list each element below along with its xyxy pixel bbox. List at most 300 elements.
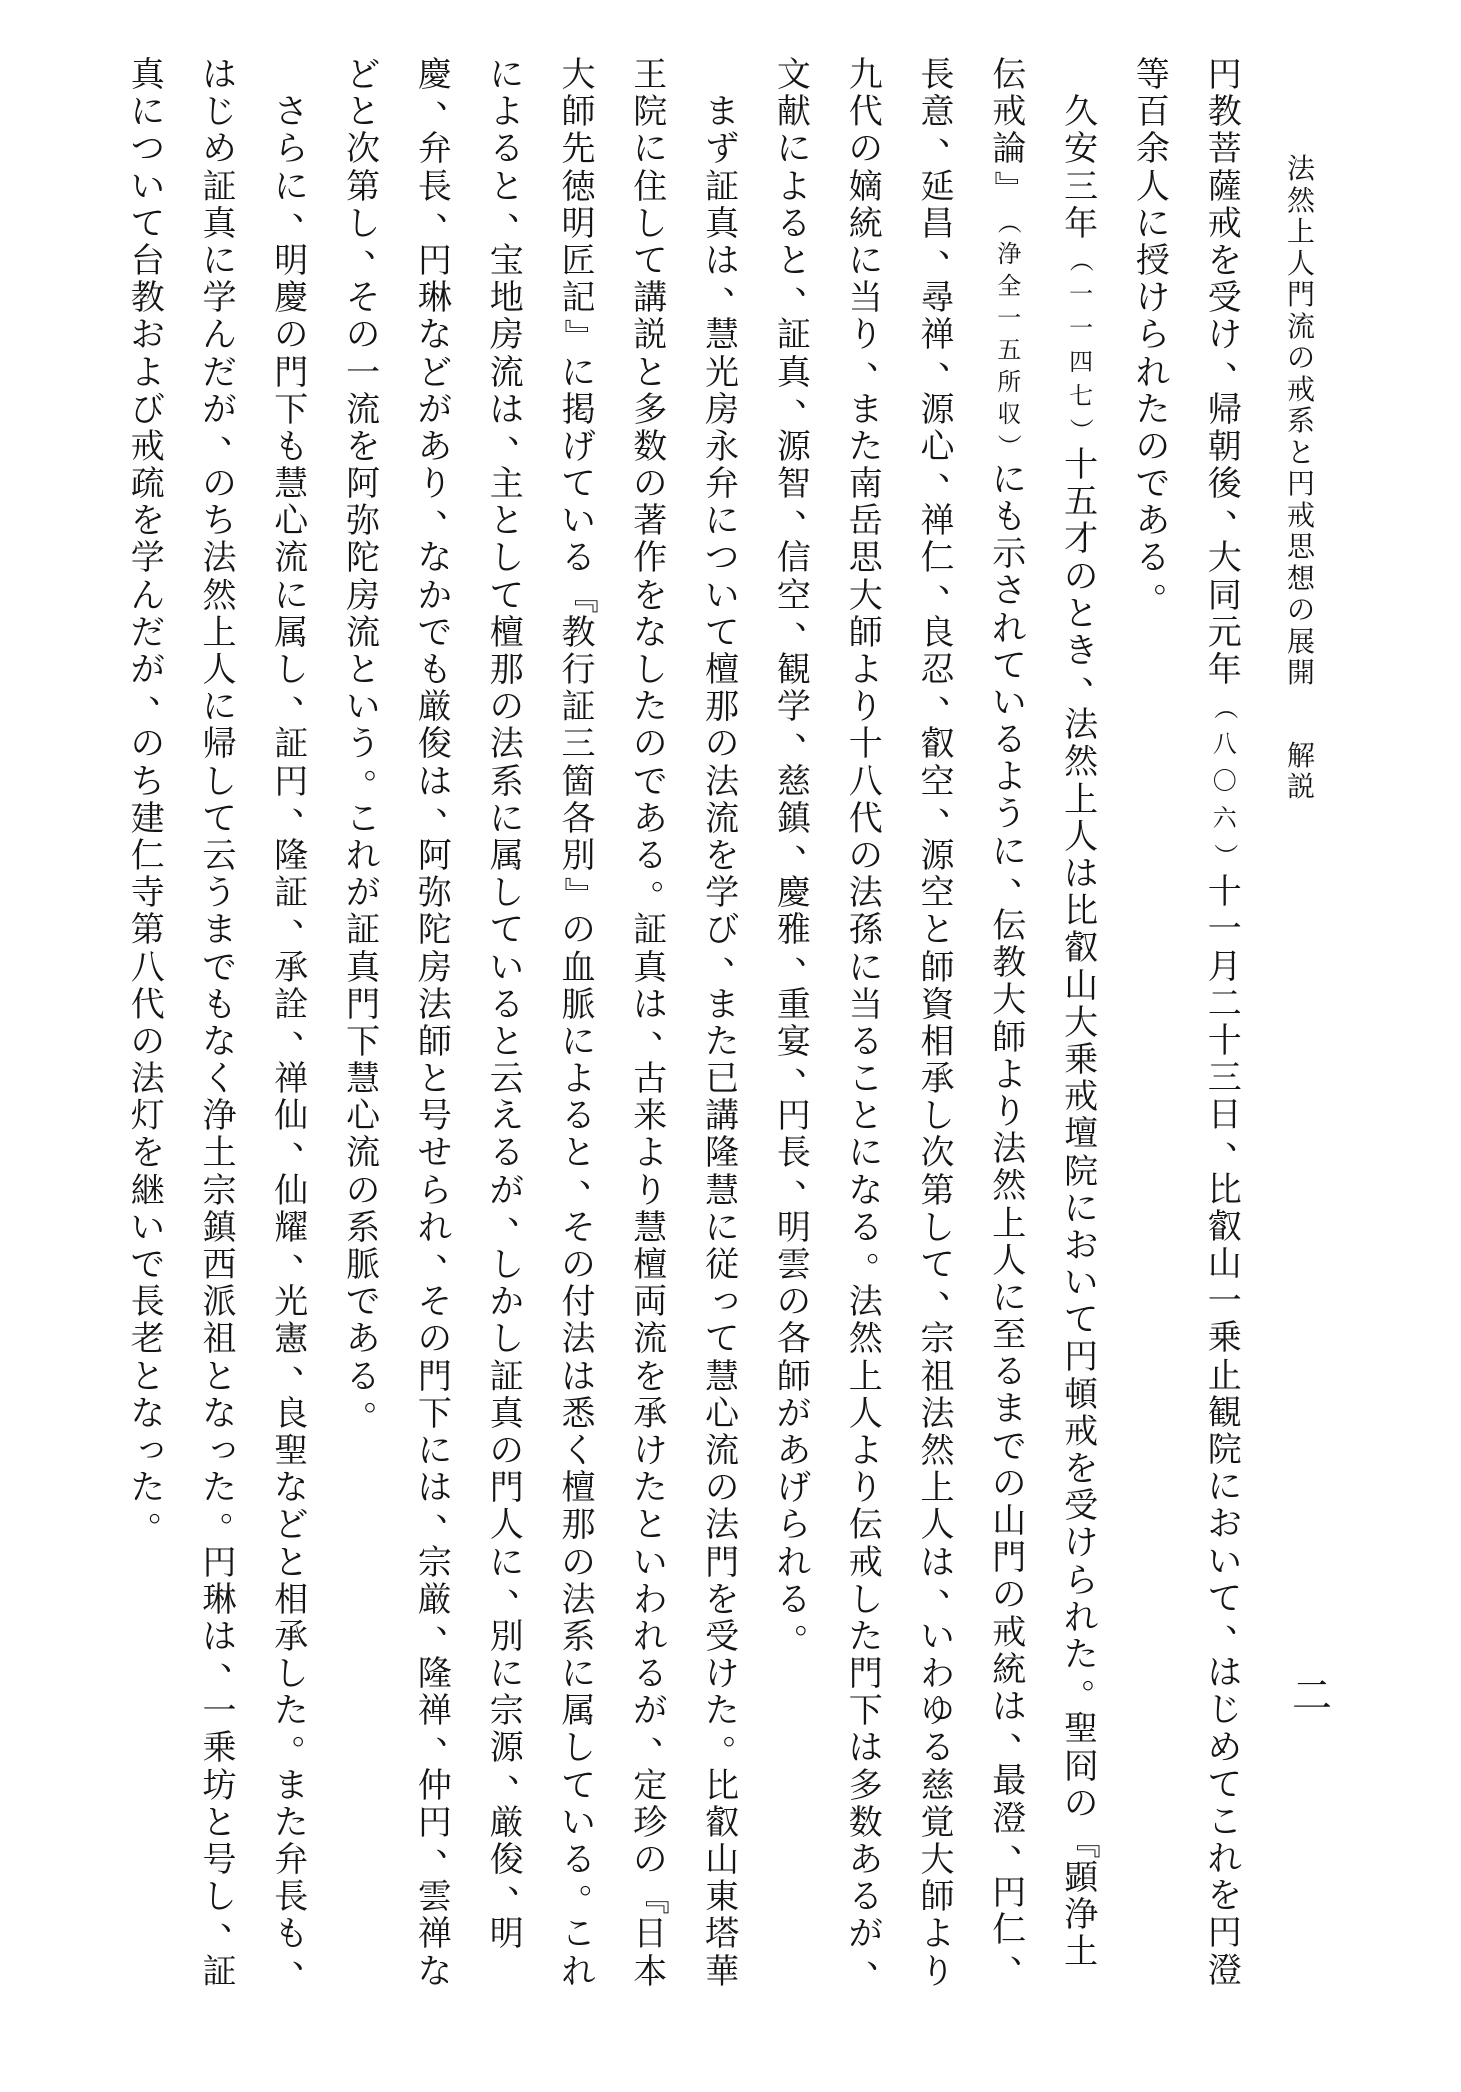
- glyph: も: [274, 426, 309, 467]
- glyph: 止: [1207, 1355, 1242, 1396]
- glyph: も: [274, 1914, 309, 1955]
- glyph: 隆: [417, 1654, 452, 1695]
- glyph: 祖: [202, 1319, 237, 1360]
- glyph: 師: [920, 947, 955, 988]
- glyph: れ: [992, 608, 1027, 649]
- glyph: 各: [776, 1319, 811, 1360]
- glyph: 大: [561, 55, 596, 95]
- glyph: 空: [920, 761, 955, 802]
- glyph: ま: [705, 92, 740, 133]
- glyph: 、: [579, 1155, 614, 1196]
- glyph: め: [202, 129, 237, 170]
- glyph: な: [417, 1951, 452, 1992]
- glyph: 、: [435, 76, 470, 117]
- glyph: 数: [633, 426, 668, 467]
- glyph: 七: [1069, 381, 1094, 410]
- glyph: 本: [633, 1951, 668, 1992]
- glyph: 仙: [274, 1096, 309, 1137]
- glyph: め: [1207, 1727, 1242, 1768]
- glyph: た: [130, 1468, 165, 1509]
- glyph: 覚: [920, 1802, 955, 1843]
- glyph: わ: [633, 1579, 668, 1620]
- glyph: 禅: [920, 501, 955, 542]
- glyph: の: [561, 910, 596, 951]
- glyph: あ: [776, 1430, 811, 1471]
- glyph: 鎮: [202, 1207, 237, 1248]
- glyph: り: [417, 464, 452, 505]
- glyph: 已: [705, 1059, 740, 1100]
- glyph: 、: [291, 671, 326, 712]
- glyph: る: [489, 984, 524, 1025]
- glyph: 属: [274, 612, 309, 653]
- glyph: 耀: [274, 1207, 309, 1248]
- glyph: と: [1286, 435, 1315, 469]
- glyph: 建: [130, 798, 165, 839]
- glyph: 流: [489, 352, 524, 393]
- glyph: 統: [848, 203, 883, 244]
- glyph: 受: [1064, 1486, 1099, 1527]
- glyph: 慧: [705, 1170, 740, 1211]
- glyph: し: [633, 650, 668, 690]
- glyph: 上: [202, 612, 237, 653]
- glyph: 教: [130, 278, 165, 319]
- glyph: を: [705, 1579, 740, 1620]
- glyph: 一: [1207, 909, 1242, 950]
- glyph: 八: [848, 761, 883, 802]
- glyph: 法: [130, 1059, 165, 1100]
- column-13-text: [333, 55, 398, 1433]
- glyph: 門: [489, 1468, 524, 1509]
- glyph: 記: [561, 278, 596, 319]
- glyph: に: [776, 129, 811, 170]
- glyph: と: [130, 1356, 165, 1397]
- glyph: 。: [363, 746, 398, 787]
- glyph: 、: [1009, 1820, 1044, 1861]
- glyph: 血: [561, 947, 596, 988]
- glyph: 講: [705, 1096, 740, 1137]
- glyph: に: [202, 687, 237, 728]
- glyph: 、: [435, 485, 470, 526]
- glyph: 余: [1135, 129, 1170, 170]
- glyph: り: [848, 1468, 883, 1509]
- glyph: な: [633, 612, 668, 653]
- glyph: し: [561, 1728, 596, 1769]
- glyph: 門: [274, 352, 309, 393]
- glyph: 論: [992, 129, 1027, 170]
- glyph: 上: [848, 1356, 883, 1397]
- glyph: 、: [291, 895, 326, 936]
- glyph: 脈: [346, 1245, 381, 1285]
- glyph: 、: [363, 225, 398, 266]
- glyph: 空: [920, 873, 955, 914]
- glyph: 思: [848, 538, 883, 579]
- glyph: の: [705, 1468, 740, 1509]
- glyph: 房: [417, 947, 452, 988]
- glyph: 受: [1207, 278, 1242, 319]
- glyph: 文: [776, 55, 811, 95]
- glyph: 両: [633, 1282, 668, 1323]
- glyph: し: [202, 1877, 237, 1918]
- glyph: 受: [705, 1616, 740, 1657]
- glyph: な: [130, 1393, 165, 1434]
- glyph: 下: [346, 1021, 381, 1062]
- glyph: な: [417, 315, 452, 356]
- glyph: 思: [1286, 530, 1315, 563]
- glyph: ら: [1135, 315, 1170, 356]
- glyph: 詮: [274, 984, 309, 1025]
- glyph: 流: [633, 1319, 668, 1360]
- glyph: に: [274, 166, 309, 207]
- glyph: 、: [650, 1713, 685, 1754]
- glyph: 仁: [920, 538, 955, 579]
- glyph: も: [202, 984, 237, 1025]
- glyph: 弁: [274, 1840, 309, 1880]
- glyph: 源: [776, 426, 811, 467]
- glyph: 第: [920, 1170, 955, 1211]
- glyph: 尋: [920, 278, 955, 319]
- glyph: 山: [1207, 1244, 1242, 1285]
- glyph: と: [346, 650, 381, 690]
- glyph: の: [417, 1319, 452, 1360]
- glyph: 重: [776, 984, 811, 1025]
- glyph: 同: [1207, 575, 1242, 616]
- glyph: の: [776, 1282, 811, 1323]
- glyph: 、: [148, 671, 183, 712]
- running-head-section: [1271, 740, 1331, 803]
- glyph: 、: [291, 1229, 326, 1270]
- glyph: 戒: [1286, 498, 1315, 532]
- glyph: た: [705, 1691, 740, 1732]
- glyph: 。: [363, 1378, 398, 1419]
- glyph: を: [346, 426, 381, 467]
- glyph: で: [346, 1282, 381, 1323]
- glyph: ど: [346, 55, 381, 95]
- glyph: と: [776, 240, 811, 281]
- glyph: 法: [561, 1579, 596, 1620]
- glyph: 心: [274, 501, 309, 542]
- glyph: 示: [992, 534, 1027, 575]
- glyph: と: [1064, 593, 1099, 634]
- glyph: か: [417, 575, 452, 616]
- glyph: と: [202, 1802, 237, 1843]
- glyph: 百: [1135, 92, 1170, 133]
- glyph: 、: [794, 932, 829, 973]
- glyph: は: [705, 240, 740, 281]
- glyph: の: [202, 464, 237, 505]
- glyph: 』: [559, 318, 600, 353]
- glyph: 、: [1225, 485, 1260, 526]
- glyph: 人: [489, 1505, 524, 1546]
- glyph: 師: [776, 1356, 811, 1397]
- glyph: ゆ: [920, 1691, 955, 1732]
- glyph: 、: [507, 411, 542, 452]
- glyph: 継: [130, 1170, 165, 1211]
- glyph: り: [633, 1170, 668, 1211]
- glyph: ち: [202, 501, 237, 542]
- glyph: げ: [561, 426, 596, 467]
- glyph: え: [489, 1096, 524, 1137]
- glyph: 後: [1207, 464, 1242, 505]
- glyph: 信: [776, 538, 811, 579]
- glyph: 、: [435, 1229, 470, 1270]
- glyph: 檀: [705, 650, 740, 690]
- glyph: る: [561, 1096, 596, 1137]
- glyph: た: [848, 1616, 883, 1657]
- glyph: 日: [1207, 1095, 1242, 1136]
- text-column-15: [190, 55, 255, 2002]
- glyph: た: [633, 1468, 668, 1509]
- glyph: る: [561, 1840, 596, 1880]
- glyph: 下: [417, 1393, 452, 1434]
- glyph: よ: [992, 1054, 1027, 1095]
- glyph: 老: [130, 1319, 165, 1360]
- glyph: よ: [633, 1133, 668, 1174]
- glyph: 各: [561, 798, 596, 839]
- glyph: 延: [920, 166, 955, 207]
- glyph: の: [1064, 1783, 1099, 1824]
- glyph: 、: [794, 374, 829, 415]
- glyph: 悉: [561, 1393, 596, 1434]
- glyph: 一: [1207, 1281, 1242, 1322]
- glyph: 別: [489, 1616, 524, 1657]
- glyph: 、: [938, 337, 973, 378]
- glyph: ず: [705, 129, 740, 170]
- column-3-annotation: [1051, 243, 1111, 447]
- glyph: 系: [1286, 404, 1315, 437]
- glyph: 叡: [920, 724, 955, 765]
- glyph: の: [130, 724, 165, 765]
- glyph: を: [705, 835, 740, 876]
- glyph: 光: [274, 1282, 309, 1323]
- glyph: 人: [920, 1505, 955, 1546]
- glyph: 師: [561, 92, 596, 133]
- glyph: っ: [709, 1278, 744, 1319]
- text-column-13: [333, 55, 398, 2002]
- glyph: で: [202, 947, 237, 988]
- glyph: 房: [705, 389, 740, 430]
- column-8-text: [692, 92, 757, 1992]
- glyph: 、: [435, 1824, 470, 1865]
- glyph: 数: [848, 1802, 883, 1843]
- glyph: で: [130, 1245, 165, 1285]
- glyph: 流: [346, 612, 381, 653]
- glyph: の: [489, 687, 524, 728]
- glyph: と: [202, 1356, 237, 1397]
- glyph: 珍: [633, 1802, 668, 1843]
- glyph: 比: [1064, 891, 1099, 932]
- glyph: 上: [1064, 779, 1099, 820]
- glyph: 、: [291, 783, 326, 824]
- glyph: は: [202, 1616, 237, 1657]
- glyph: な: [274, 1468, 309, 1509]
- glyph: 観: [776, 650, 811, 690]
- glyph: れ: [776, 1542, 811, 1583]
- column-1-text: [1195, 55, 1260, 690]
- glyph: い: [920, 1616, 955, 1657]
- glyph: て: [202, 798, 237, 839]
- glyph: 三: [1207, 1058, 1242, 1099]
- glyph: 、: [794, 820, 829, 861]
- glyph: お: [1064, 1225, 1099, 1266]
- glyph: 陀: [417, 910, 452, 951]
- glyph: と: [274, 1542, 309, 1583]
- glyph: 円: [992, 1872, 1027, 1913]
- glyph: 円: [1207, 1913, 1242, 1954]
- glyph: 十: [1207, 872, 1242, 913]
- glyph: を: [1064, 1449, 1099, 1489]
- glyph: 流: [346, 1133, 381, 1174]
- glyph: 心: [705, 1393, 740, 1434]
- glyph: を: [130, 1133, 165, 1174]
- glyph: 日: [633, 1914, 668, 1955]
- glyph: 土: [202, 1133, 237, 1174]
- glyph: と: [848, 1096, 883, 1137]
- glyph: 宗: [202, 1170, 237, 1211]
- glyph: 澄: [992, 1798, 1027, 1839]
- glyph: 戒: [848, 1542, 883, 1583]
- glyph: よ: [776, 166, 811, 207]
- glyph: 所: [997, 367, 1022, 396]
- glyph: 開: [1286, 656, 1315, 689]
- glyph: る: [848, 1877, 883, 1918]
- glyph: 帰: [1207, 389, 1242, 430]
- glyph: て: [489, 575, 524, 616]
- glyph: 証: [346, 910, 381, 951]
- glyph: 戒: [1064, 1411, 1099, 1452]
- glyph: 大: [1207, 538, 1242, 579]
- glyph: 菩: [1207, 129, 1242, 170]
- glyph: 師: [992, 1017, 1027, 1058]
- column-11-text: [477, 55, 542, 1955]
- glyph: 法: [705, 1505, 740, 1546]
- glyph: 、: [220, 1899, 255, 1940]
- column-6-text: [836, 55, 901, 1991]
- glyph: 脈: [561, 984, 596, 1025]
- glyph: 第: [346, 166, 381, 207]
- glyph: 九: [848, 55, 883, 95]
- glyph: 、: [794, 597, 829, 638]
- glyph: い: [1207, 1541, 1242, 1582]
- glyph: の: [633, 724, 668, 765]
- glyph: の: [274, 315, 309, 356]
- glyph: 源: [489, 1728, 524, 1769]
- glyph: き: [1064, 630, 1099, 671]
- glyph: 八: [1212, 730, 1237, 759]
- glyph: つ: [130, 129, 165, 170]
- glyph: 、: [220, 411, 255, 452]
- glyph: 六: [1212, 804, 1237, 833]
- glyph: 学: [202, 278, 237, 319]
- glyph: 、: [291, 1006, 326, 1047]
- glyph: 乗: [1207, 1318, 1242, 1359]
- glyph: 仁: [130, 835, 165, 876]
- glyph: よ: [848, 650, 883, 690]
- glyph: 、: [938, 114, 973, 155]
- glyph: で: [417, 612, 452, 653]
- glyph: は: [1207, 1653, 1242, 1694]
- glyph: る: [633, 835, 668, 876]
- glyph: し: [489, 1245, 524, 1285]
- glyph: れ: [417, 1207, 452, 1248]
- glyph: ）: [1067, 417, 1096, 442]
- glyph: こ: [346, 798, 381, 839]
- glyph: た: [274, 1691, 309, 1732]
- glyph: 地: [489, 278, 524, 319]
- glyph: 琳: [202, 1579, 237, 1620]
- glyph: 。: [291, 1713, 326, 1754]
- glyph: が: [417, 389, 452, 430]
- text-column-9: [620, 55, 685, 2002]
- glyph: 源: [920, 389, 955, 430]
- glyph: に: [561, 1021, 596, 1062]
- glyph: 澄: [1207, 1950, 1242, 1991]
- glyph: に: [848, 1133, 883, 1174]
- glyph: 円: [1207, 55, 1242, 95]
- glyph: 人: [1135, 166, 1170, 207]
- glyph: ら: [1064, 1560, 1099, 1601]
- glyph: 人: [1064, 816, 1099, 857]
- glyph: は: [489, 389, 524, 430]
- glyph: た: [202, 1468, 237, 1509]
- glyph: 学: [130, 538, 165, 579]
- glyph: 俊: [417, 724, 452, 765]
- glyph: に: [417, 1430, 452, 1471]
- glyph: し: [489, 873, 524, 914]
- glyph: 心: [346, 1096, 381, 1137]
- glyph: て: [920, 1245, 955, 1285]
- glyph: 献: [776, 92, 811, 133]
- glyph: く: [561, 1430, 596, 1471]
- glyph: る: [848, 1021, 883, 1062]
- glyph: 真: [776, 352, 811, 393]
- glyph: 頓: [1064, 1374, 1099, 1415]
- glyph: 門: [1286, 278, 1315, 311]
- glyph: 、: [507, 1192, 542, 1233]
- glyph: 弁: [705, 464, 740, 505]
- glyph: 土: [1064, 1932, 1099, 1973]
- glyph: れ: [1064, 1597, 1099, 1638]
- glyph: せ: [417, 1133, 452, 1174]
- glyph: に: [992, 831, 1027, 872]
- glyph: 、: [938, 783, 973, 824]
- glyph: ）: [1211, 843, 1240, 868]
- glyph: の: [848, 835, 883, 876]
- glyph: て: [992, 645, 1027, 686]
- glyph: よ: [848, 1430, 883, 1471]
- glyph: 岳: [848, 501, 883, 542]
- glyph: 伝: [848, 1505, 883, 1546]
- glyph: 十: [1064, 444, 1099, 485]
- glyph: 禅: [417, 1914, 452, 1955]
- glyph: い: [346, 687, 381, 728]
- glyph: そ: [346, 278, 381, 319]
- running-head-title: [1271, 153, 1331, 689]
- glyph: る: [992, 720, 1027, 761]
- glyph: 匠: [561, 240, 596, 281]
- glyph: 門: [992, 1538, 1027, 1579]
- glyph: と: [489, 166, 524, 207]
- glyph: は: [992, 1686, 1027, 1727]
- glyph: 真: [633, 947, 668, 988]
- glyph: に: [1064, 1188, 1099, 1229]
- glyph: 至: [992, 1315, 1027, 1356]
- glyph: 祖: [920, 1356, 955, 1397]
- glyph: 乗: [1064, 1039, 1099, 1080]
- glyph: 檀: [489, 612, 524, 653]
- glyph: 宗: [920, 1319, 955, 1360]
- glyph: 流: [705, 1430, 740, 1471]
- glyph: 叡: [1207, 1206, 1242, 1247]
